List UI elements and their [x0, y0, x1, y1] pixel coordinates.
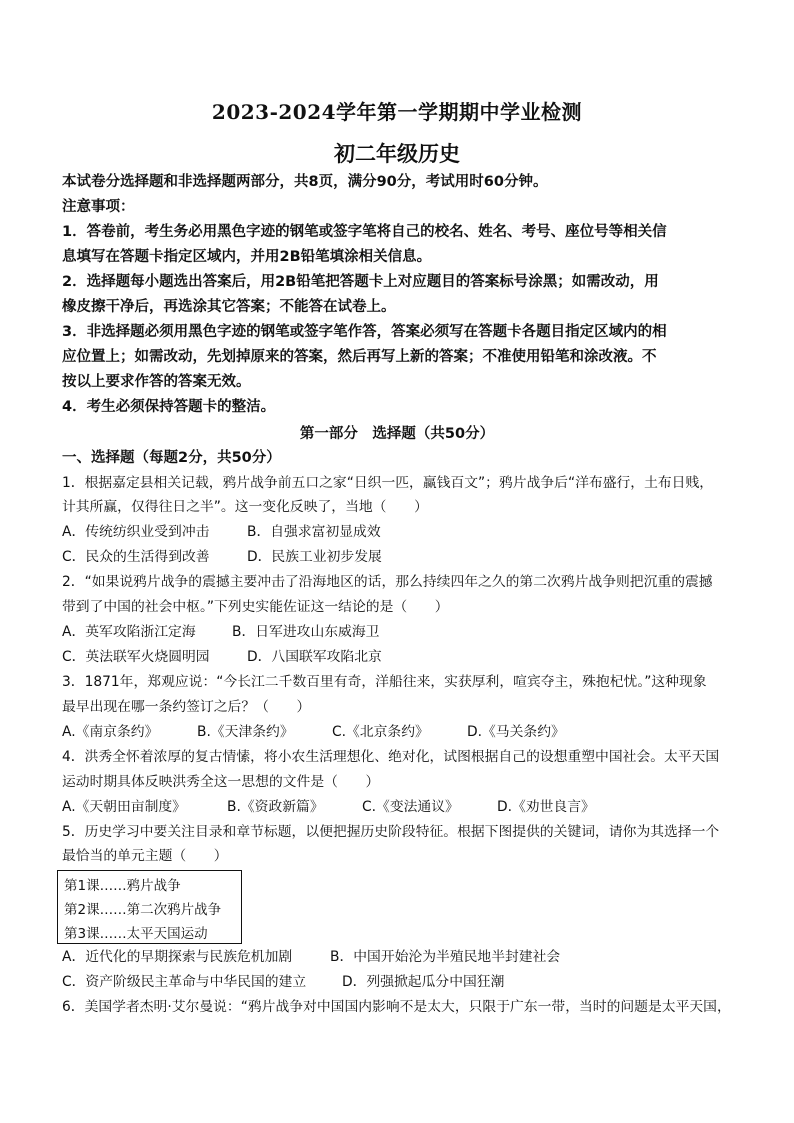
note-3-line-3: 按以上要求作答的答案无效。	[62, 374, 251, 390]
q1-options-row-2	[62, 547, 734, 568]
q4-option-d[interactable]: D.《劝世良言》	[497, 799, 595, 815]
q4-options-row	[62, 797, 734, 818]
q3-option-a[interactable]: A.《南京条约》	[62, 724, 159, 740]
q5-table-of-contents-box	[57, 870, 242, 944]
q1-stem-line-1: 1．根据嘉定县相关记载，鸦片战争前五口之家“日织一匹，赢钱百文”；鸦片战争后“洋布盛行，土布日贱，	[62, 475, 714, 491]
q5-box-item: 第1课……鸦片战争	[64, 878, 181, 894]
exam-subtitle: 初二年级历史	[334, 141, 460, 166]
q2-option-a[interactable]: A．英军攻陷浙江定海	[62, 624, 196, 640]
q5-option-d[interactable]: D．列强掀起瓜分中国狂潮	[342, 974, 505, 990]
note-2-line-1: 2．选择题每小题选出答案后，用2B铅笔把答题卡上对应题目的答案标号涂黑；如需改动，用	[62, 274, 659, 290]
note-1-line-2: 息填写在答题卡指定区域内，并用2B铅笔填涂相关信息。	[62, 249, 432, 265]
note-1-line-1: 1．答卷前，考生务必用黑色字迹的钢笔或签字笔将自己的校名、姓名、考号、座位号等相关信	[62, 224, 667, 240]
q2-stem-line-1: 2．“如果说鸦片战争的震撼主要冲击了沿海地区的话，那么持续四年之久的第二次鸦片战争则把沉重的震撼	[62, 574, 713, 590]
q4-option-a[interactable]: A.《天朝田亩制度》	[62, 799, 186, 815]
note-4: 4．考生必须保持答题卡的整洁。	[62, 399, 276, 415]
q1-stem-line-2: 计其所赢，仅得往日之半”。这一变化反映了，当地（ ）	[62, 499, 428, 515]
q5-box-item: 第3课……太平天国运动	[64, 926, 208, 942]
part1-heading: 第一部分 选择题（共50分）	[299, 426, 495, 442]
q3-stem-line-2: 最早出现在哪一条约签订之后？（ ）	[62, 699, 311, 715]
q2-option-d[interactable]: D．八国联军攻陷北京	[247, 649, 382, 665]
q5-options-row-1	[62, 947, 734, 968]
q4-option-b[interactable]: B.《资政新篇》	[227, 799, 324, 815]
q5-option-b[interactable]: B．中国开始沦为半殖民地半封建社会	[330, 949, 561, 965]
q2-options-row-2	[62, 647, 734, 668]
notes-heading: 注意事项：	[62, 199, 135, 215]
q3-stem-line-1: 3．1871年，郑观应说：“今长江二千数百里有奇，洋船往来，实获厚利，喧宾夺主，殊抱杞忧。”这种现象	[62, 674, 707, 690]
q1-options-row-1	[62, 522, 734, 543]
section1-heading: 一、选择题（每题2分，共50分）	[62, 450, 281, 466]
q1-option-a[interactable]: A．传统纺织业受到冲击	[62, 524, 210, 540]
exam-intro: 本试卷分选择题和非选择题两部分，共8页，满分90分，考试用时60分钟。	[62, 174, 548, 190]
q5-box-item: 第2课……第二次鸦片战争	[64, 902, 222, 918]
q2-options-row-1	[62, 622, 734, 643]
q4-stem-line-2: 运动时期具体反映洪秀全这一思想的文件是（ ）	[62, 774, 380, 790]
q4-option-c[interactable]: C.《变法通议》	[362, 799, 459, 815]
q2-option-b[interactable]: B．日军进攻山东威海卫	[232, 624, 380, 640]
q5-options-row-2	[62, 972, 734, 993]
q6-stem-line-1: 6．美国学者杰明·艾尔曼说：“鸦片战争对中国国内影响不是太大，只限于广东一带，当时的问题是太平天国，	[62, 999, 731, 1015]
exam-title: 2023-2024学年第一学期期中学业检测	[211, 100, 583, 124]
note-3-line-2: 应位置上；如需改动，先划掉原来的答案，然后再写上新的答案；不准使用铅笔和涂改液。不	[62, 349, 657, 365]
q5-option-a[interactable]: A．近代化的早期探索与民族危机加剧	[62, 949, 293, 965]
q3-options-row	[62, 722, 734, 743]
q1-option-c[interactable]: C．民众的生活得到改善	[62, 549, 210, 565]
q5-stem-line-1: 5．历史学习中要关注目录和章节标题，以便把握历史阶段特征。根据下图提供的关键词，请你为其选择一个	[62, 824, 720, 840]
note-3-line-1: 3．非选择题必须用黑色字迹的钢笔或签字笔作答，答案必须写在答题卡各题目指定区域内的相	[62, 324, 667, 340]
q5-option-c[interactable]: C．资产阶级民主革命与中华民国的建立	[62, 974, 307, 990]
q3-option-d[interactable]: D.《马关条约》	[467, 724, 565, 740]
q1-option-d[interactable]: D．民族工业初步发展	[247, 549, 382, 565]
q2-stem-line-2: 带到了中国的社会中枢。”下列史实能佐证这一结论的是（ ）	[62, 599, 449, 615]
q2-option-c[interactable]: C．英法联军火烧圆明园	[62, 649, 210, 665]
q3-option-b[interactable]: B.《天津条约》	[197, 724, 294, 740]
note-2-line-2: 橡皮擦干净后，再选涂其它答案；不能答在试卷上。	[62, 299, 396, 315]
q1-option-b[interactable]: B．自强求富初显成效	[247, 524, 381, 540]
q4-stem-line-1: 4．洪秀全怀着浓厚的复古情愫，将小农生活理想化、绝对化，试图根据自己的设想重塑中国社会。太平天国	[62, 749, 720, 765]
q5-stem-line-2: 最恰当的单元主题（ ）	[62, 848, 228, 864]
q3-option-c[interactable]: C.《北京条约》	[332, 724, 429, 740]
